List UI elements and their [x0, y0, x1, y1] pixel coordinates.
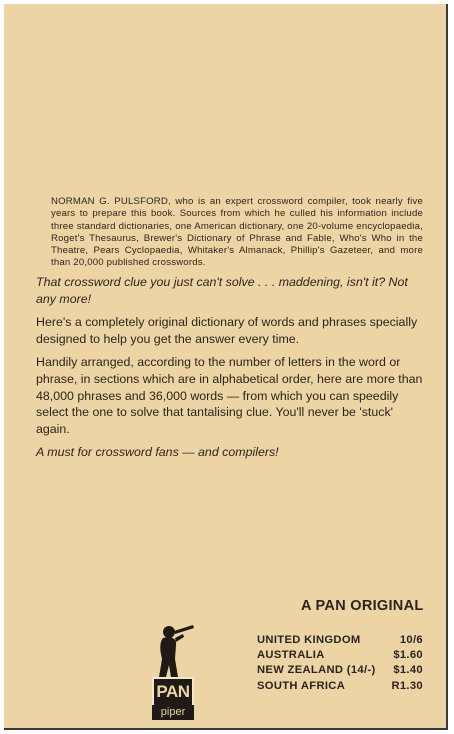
price-region: SOUTH AFRICA — [257, 679, 346, 692]
price-value: $1.40 — [393, 664, 423, 677]
author-bio: NORMAN G. PULSFORD, who is an expert crossword compiler, took nearly five years to prepare this book. Sources from which he culled his information include three standard dictionaries, one American dictionary, one 20-volume encyclopaedia, Roget's Thesaurus, Brewer's Dictionary of Phrase and Fable, Who's Who in the Theatre, Pears Cyclopaedia, Whitaker's Almanack, Phillip's Gazeteer, and more than 20,000 published crosswords. — [51, 196, 423, 269]
blurb-hook: That crossword clue you just can't solve . . . maddening, isn't it? Not any more! — [36, 275, 408, 306]
price-row — [257, 648, 423, 663]
price-value: 10/6 — [399, 634, 423, 646]
price-region: UNITED KINGDOM — [257, 634, 361, 646]
pan-original-label: A PAN ORIGINAL — [301, 598, 424, 614]
price-row — [257, 679, 423, 694]
book-back-cover — [4, 4, 448, 730]
pan-logo-text: PAN — [152, 677, 194, 707]
piper-silhouette-icon — [149, 623, 199, 679]
price-region: NEW ZEALAND (14/-) — [257, 664, 376, 677]
price-value: $1.60 — [393, 649, 423, 662]
blurb-closing: A must for crossword fans — and compilers! — [36, 445, 279, 460]
blurb-paragraph-1: Here's a completely original dictionary of words and phrases specially designed to help you get the answer every time. — [36, 315, 418, 346]
blurb — [36, 274, 428, 468]
price-value: R1.30 — [391, 679, 423, 692]
blurb-paragraph-2: Handily arranged, according to the number of letters in the word or phrase, in sections which are in alphabetical order, here are more than 48,000 phrases and 36,000 words — from which you can speedily select the one to solve that tantalising clue. You'll never be 'stuck' again. — [36, 355, 423, 436]
price-row — [257, 663, 423, 678]
piper-logo-text: piper — [152, 705, 194, 720]
price-list — [257, 633, 423, 694]
pan-piper-logo — [149, 623, 199, 721]
price-row — [257, 633, 423, 648]
price-region: AUSTRALIA — [257, 649, 325, 662]
